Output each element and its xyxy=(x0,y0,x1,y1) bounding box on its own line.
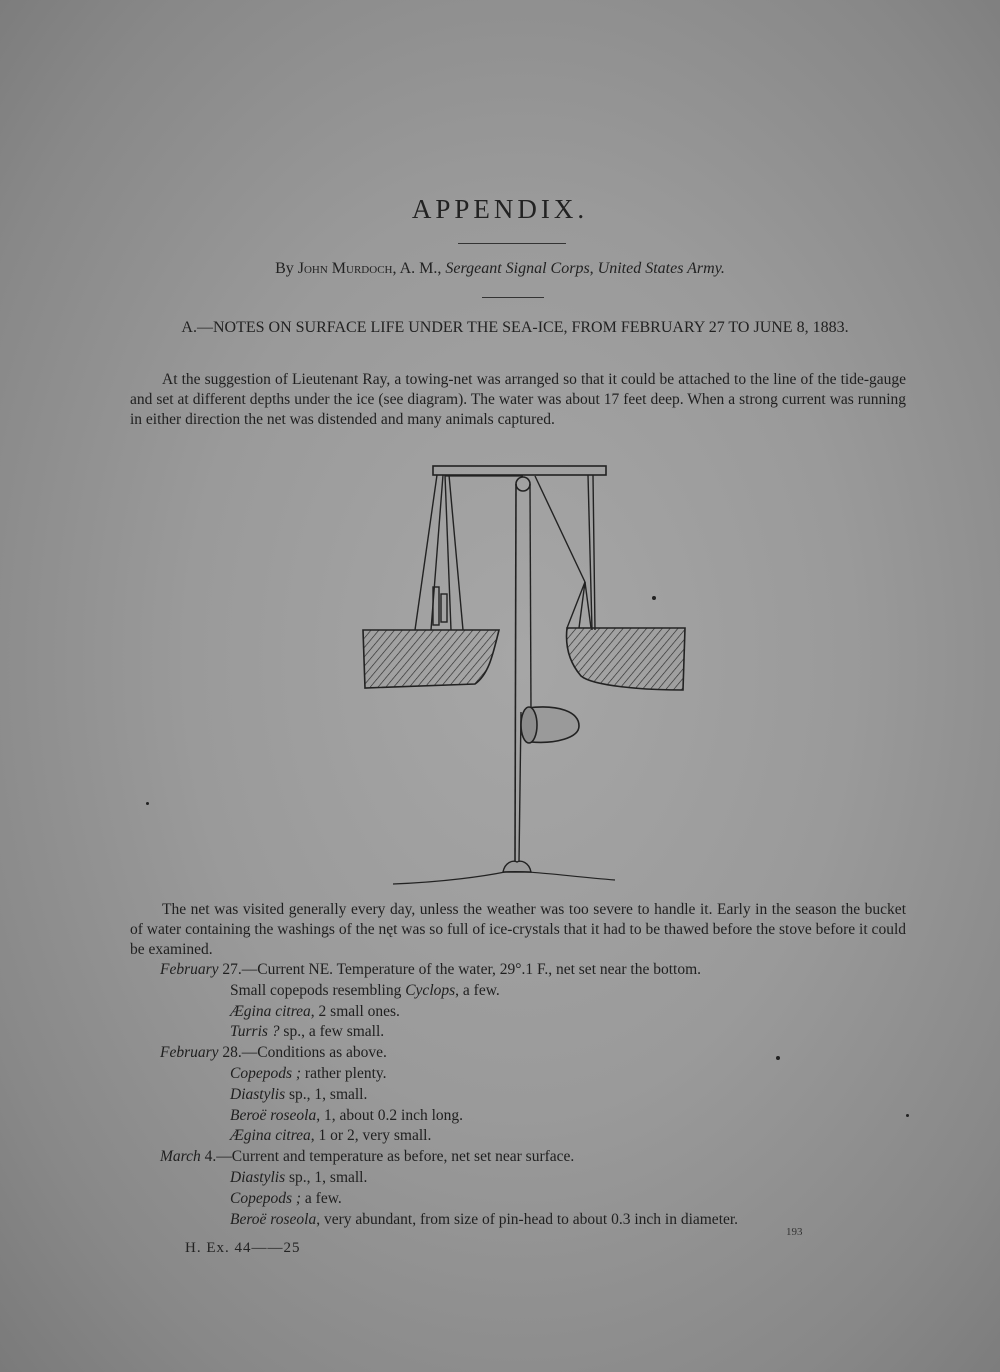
ink-speck xyxy=(776,1056,780,1060)
author-name: John Murdoch xyxy=(297,260,393,277)
list-item: Diastylis sp., 1, small. xyxy=(230,1085,368,1103)
list-item: Ægina citrea, 1 or 2, very small. xyxy=(230,1127,432,1145)
right-ice-block xyxy=(567,628,685,690)
ink-speck xyxy=(906,1114,909,1117)
bleed-through-text xyxy=(310,78,870,96)
left-frame xyxy=(415,475,463,630)
byline-prefix: By xyxy=(275,260,294,277)
author-degree: , A. M., xyxy=(392,260,446,277)
entry-mar-4: March 4.—Current and temperature as before, net set near surface. xyxy=(160,1148,575,1166)
crossbar xyxy=(433,466,606,476)
list-item: Ægina citrea, 2 small ones. xyxy=(230,1002,400,1020)
tide-gauge-diagram xyxy=(355,462,695,892)
byline-rule xyxy=(482,297,544,298)
title-rule xyxy=(458,243,566,244)
ink-speck xyxy=(652,596,656,600)
author-role: Sergeant Signal Corps, United States Army. xyxy=(445,260,725,277)
observation-entries xyxy=(130,960,910,1230)
section-heading: A.—NOTES ON SURFACE LIFE UNDER THE SEA-ICE, FROM FEBRUARY 27 TO JUNE 8, 1883. xyxy=(181,319,849,336)
entry-feb-27: February 27.—Current NE. Temperature of the water, 29°.1 F., net set near the bottom. xyxy=(160,961,702,978)
left-ice-block xyxy=(363,630,499,688)
ink-speck xyxy=(146,802,149,805)
intro-paragraph: At the suggestion of Lieutenant Ray, a towing-net was arranged so that it could be attached to the line of the tide-gauge and set at different depths under the ice (see diagram). The water was about 17 feet deep. When a strong current was running in either direction the net was distended and many animals captured. xyxy=(130,371,906,428)
signature-mark: H. Ex. 44——25 xyxy=(185,1240,301,1256)
page-title: APPENDIX. xyxy=(411,194,589,224)
byline xyxy=(0,260,1000,278)
pulley-line xyxy=(515,477,531,862)
entry-feb-28: February 28.—Conditions as above. xyxy=(160,1044,387,1062)
net-paragraph: The net was visited generally every day, unless the weather was too severe to handle it. Early in the season the bucket of water containing the washings of the nęt was so full of ice-crystals that it had to be thawed before the stove before it could be examined. xyxy=(130,901,906,958)
list-item: Copepods ; a few. xyxy=(230,1189,342,1207)
list-item: Copepods ; rather plenty. xyxy=(230,1064,387,1082)
right-frame xyxy=(535,475,595,630)
list-item: Diastylis sp., 1, small. xyxy=(230,1168,368,1186)
page-number: 193 xyxy=(786,1226,803,1238)
list-item: Small copepods resembling Cyclops, a few. xyxy=(230,981,500,999)
list-item: Beroë roseola, 1, about 0.2 inch long. xyxy=(230,1106,464,1124)
towing-net xyxy=(521,707,579,743)
list-item: Beroë roseola, very abundant, from size of pin-head to about 0.3 inch in diameter. xyxy=(230,1210,739,1228)
list-item: Turris ? sp., a few small. xyxy=(230,1023,385,1041)
anchor-weight xyxy=(393,861,615,884)
